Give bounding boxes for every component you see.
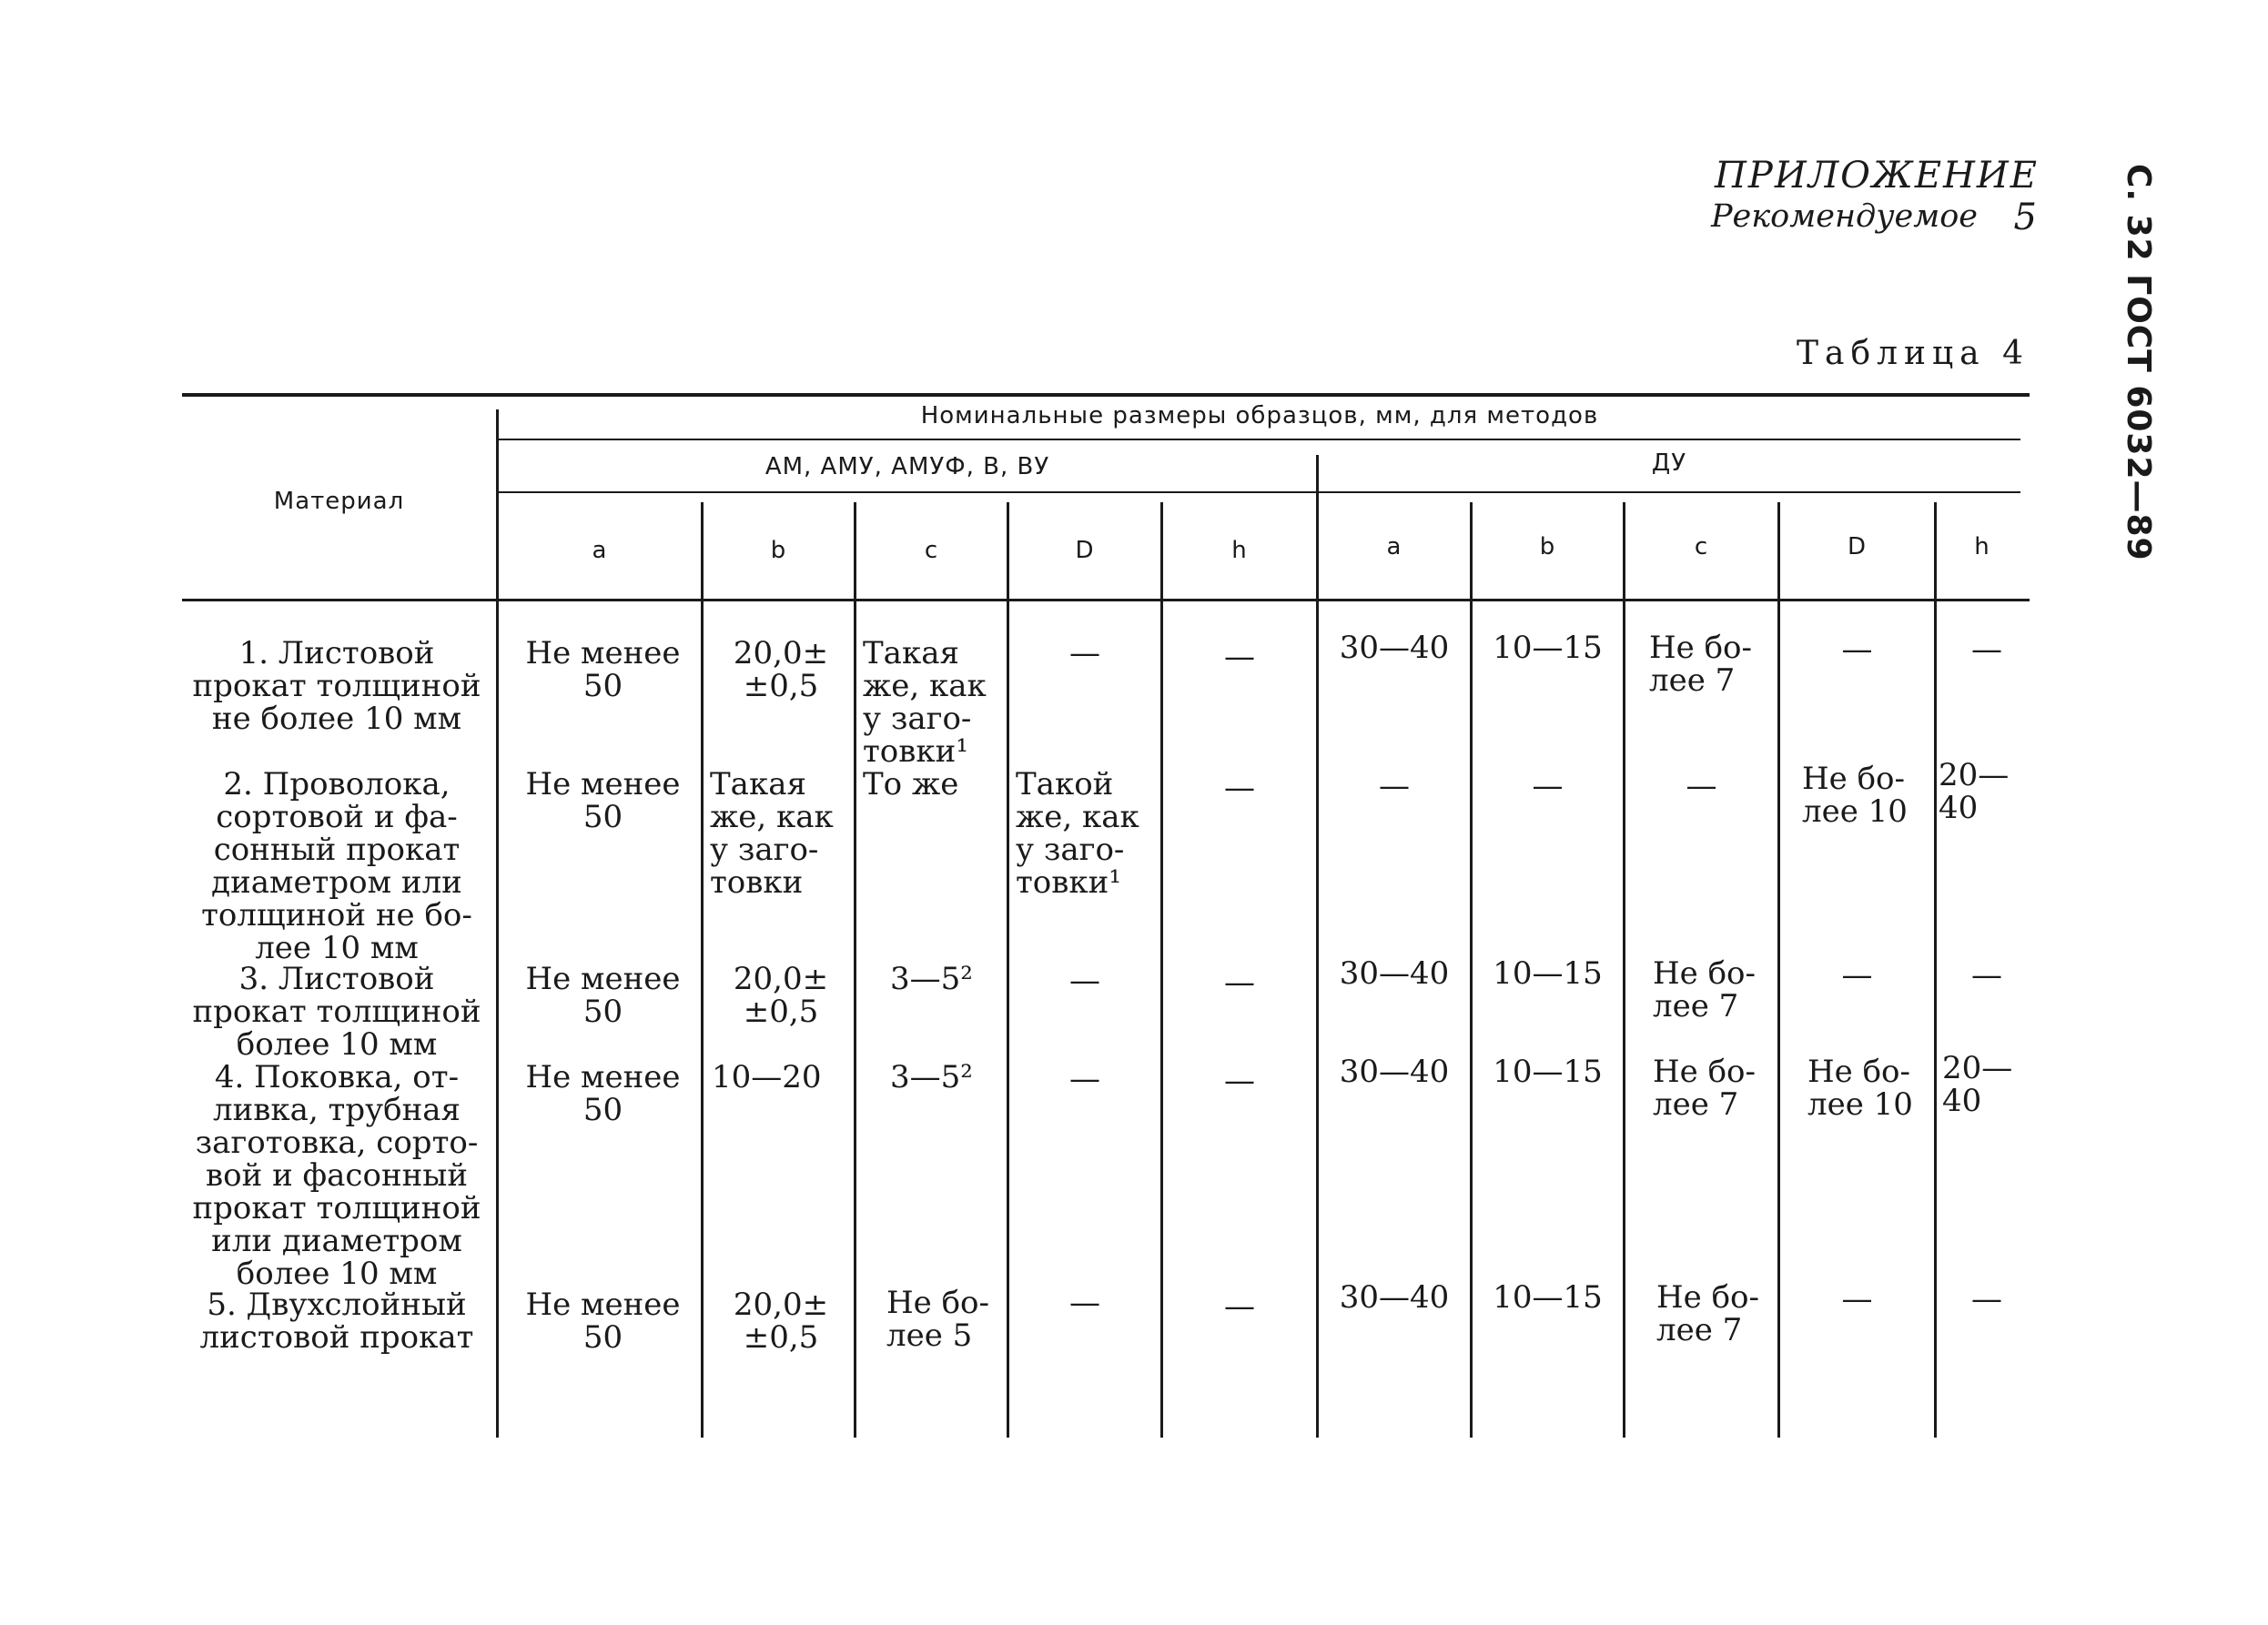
table-cell: —	[1532, 768, 1564, 804]
subcolumn-header-c: c	[924, 537, 939, 564]
table-cell: 10—15	[1493, 1054, 1603, 1090]
table-cell: Не бо- лее 7	[1649, 630, 1753, 699]
table-cell: —	[1686, 768, 1717, 804]
table-cell: Не менее 50	[525, 961, 681, 1030]
table-cell: 20,0± ±0,5	[733, 635, 829, 704]
table-cell: —	[1224, 1063, 1255, 1099]
column-divider	[701, 502, 704, 1438]
table-title: Таблица 4	[1797, 335, 2030, 372]
subcolumn-header-b: b	[1539, 533, 1556, 560]
table-cell: 20,0± ±0,5	[733, 961, 829, 1030]
table-cell: 30—40	[1339, 630, 1450, 666]
table-cell: —	[1224, 639, 1255, 675]
table-cell: Не менее 50	[525, 635, 681, 704]
table-cell: —	[1379, 768, 1410, 804]
subcolumn-header-h: h	[1974, 533, 1990, 560]
table-top-rule	[182, 393, 2030, 397]
table-cell: Не менее 50	[525, 1059, 681, 1128]
table-cell: —	[1841, 957, 1873, 994]
table-cell: —	[1069, 1285, 1100, 1321]
table-cell: 20—40	[1939, 757, 2010, 826]
table-cell: —	[1841, 631, 1873, 668]
table-cell: 30—40	[1339, 1279, 1450, 1316]
table-cell: 10—20	[712, 1059, 822, 1095]
subcolumn-header-a: a	[592, 537, 608, 564]
table-cell: —	[1841, 1281, 1873, 1317]
subcolumn-header-a: a	[1386, 533, 1402, 560]
column-header-material: Материал	[273, 488, 405, 515]
table-cell: Такая же, как у заго- товки¹	[863, 635, 987, 770]
subcolumn-header-c: c	[1694, 533, 1709, 560]
material-cell: 2. Проволока, сортовой и фа- сонный прокат диаметром или толщиной не бо- лее 10 мм	[201, 766, 472, 966]
header-group-am: АМ, АМУ, АМУФ, В, ВУ	[764, 453, 1050, 480]
table-cell: 30—40	[1339, 1054, 1450, 1090]
table-cell: 30—40	[1339, 955, 1450, 992]
table-cell: 10—15	[1493, 1279, 1603, 1316]
table-cell: Не менее 50	[525, 766, 681, 835]
appendix-status: Рекомендуемое	[1711, 198, 1979, 235]
table-cell: Не бо- лее 7	[1653, 955, 1757, 1024]
header-subgroup-rule	[496, 491, 2020, 493]
header-group-du: ДУ	[1651, 449, 1687, 477]
table-cell: —	[1971, 631, 2002, 668]
page-side-header: С. 32 ГОСТ 6032—89	[2120, 164, 2157, 561]
table-cell: —	[1224, 770, 1255, 806]
subcolumn-header-b: b	[770, 537, 787, 564]
header-group-rule	[496, 439, 2020, 440]
table-cell: Не бо- лее 7	[1653, 1054, 1757, 1123]
column-divider	[1623, 502, 1625, 1438]
table-cell: Не бо- лее 7	[1656, 1279, 1760, 1348]
table-cell: 3—5²	[890, 961, 973, 997]
material-cell: 4. Поковка, от- ливка, трубная заготовка, сорто- вой и фасонный прокат толщиной или диаметром более 10 мм	[192, 1059, 481, 1292]
header-bottom-rule	[182, 599, 2030, 601]
table-cell: 20,0± ±0,5	[733, 1287, 829, 1356]
table-cell: Не бо- лее 10	[1802, 761, 1908, 830]
table-cell: —	[1224, 1288, 1255, 1325]
table-cell: —	[1224, 964, 1255, 1001]
table-cell: 10—15	[1493, 955, 1603, 992]
subcolumn-header-h: h	[1231, 537, 1248, 564]
table-cell: Не менее 50	[525, 1287, 681, 1356]
table-cell: —	[1069, 1061, 1100, 1097]
table-cell: То же	[863, 766, 959, 802]
appendix-title: ПРИЛОЖЕНИЕ 5	[1715, 155, 2039, 238]
table-cell: —	[1971, 1281, 2002, 1317]
table-cell: 3—5²	[890, 1059, 973, 1095]
material-cell: 5. Двухслойный листовой прокат	[199, 1287, 474, 1356]
table-cell: 10—15	[1493, 630, 1603, 666]
table-cell: Такой же, как у заго- товки¹	[1016, 766, 1139, 901]
header-group-title: Номинальные размеры образцов, мм, для методов	[920, 402, 1599, 429]
table-cell: Не бо- лее 5	[886, 1285, 990, 1354]
material-cell: 3. Листовой прокат толщиной более 10 мм	[192, 961, 481, 1063]
table-cell: Не бо- лее 10	[1807, 1054, 1913, 1123]
table-cell: —	[1069, 963, 1100, 999]
material-cell: 1. Листовой прокат толщиной не более 10 мм	[192, 635, 481, 737]
subcolumn-header-d: D	[1075, 537, 1095, 564]
subcolumn-header-d: D	[1847, 533, 1868, 560]
table-cell: 20—40	[1942, 1050, 2013, 1119]
table-cell: Такая же, как у заго- товки	[710, 766, 834, 901]
table-cell: —	[1971, 957, 2002, 994]
table-cell: —	[1069, 635, 1100, 671]
